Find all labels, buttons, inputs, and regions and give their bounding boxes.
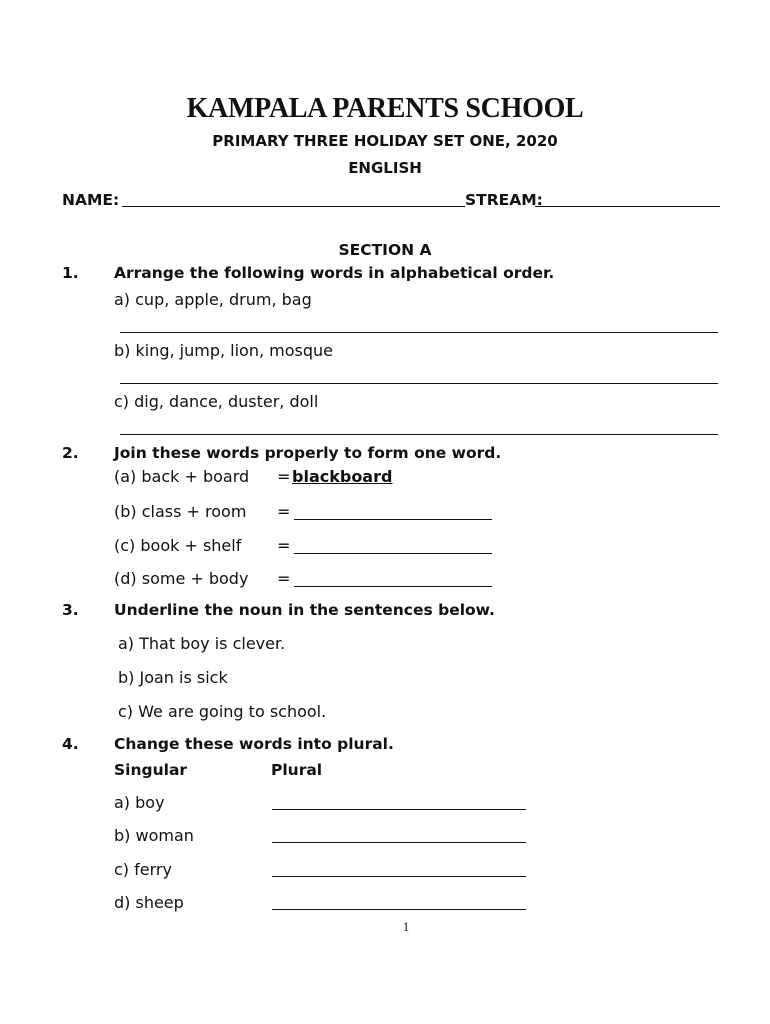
word-list-item: a) cup, apple, drum, bag — [114, 290, 312, 309]
question-number: 2. — [62, 444, 79, 462]
equals-sign: = — [277, 569, 291, 588]
column-header-plural: Plural — [271, 761, 323, 779]
question-number: 1. — [62, 264, 79, 282]
answer-line[interactable] — [294, 586, 492, 587]
singular-word: a) boy — [114, 793, 165, 812]
name-label: NAME: — [62, 191, 120, 209]
word-list-item: c) dig, dance, duster, doll — [114, 392, 319, 411]
question-number: 4. — [62, 735, 79, 753]
sentence-item[interactable]: a) That boy is clever. — [118, 634, 286, 653]
stream-label: STREAM: — [465, 191, 543, 209]
example-answer: blackboard — [292, 467, 393, 486]
answer-line[interactable] — [120, 332, 718, 333]
answer-line[interactable] — [120, 434, 718, 435]
answer-line[interactable] — [272, 809, 526, 810]
compound-prompt: (c) book + shelf — [114, 536, 242, 555]
singular-word: d) sheep — [114, 893, 184, 912]
sentence-item[interactable]: c) We are going to school. — [118, 702, 327, 721]
singular-word: b) woman — [114, 826, 194, 845]
equals-sign: = — [277, 536, 291, 555]
section-heading: SECTION A — [338, 241, 432, 259]
equals-sign: = — [277, 502, 291, 521]
answer-line[interactable] — [272, 909, 526, 910]
stream-blank[interactable] — [535, 206, 720, 207]
compound-prompt: (d) some + body — [114, 569, 249, 588]
name-blank[interactable] — [122, 206, 465, 207]
question-instruction: Underline the noun in the sentences below. — [114, 601, 495, 619]
question-instruction: Join these words properly to form one word. — [114, 444, 502, 462]
subject-title: ENGLISH — [348, 159, 422, 177]
singular-word: c) ferry — [114, 860, 172, 879]
set-title: PRIMARY THREE HOLIDAY SET ONE, 2020 — [212, 132, 558, 150]
answer-line[interactable] — [294, 519, 492, 520]
page-number: 1 — [402, 919, 410, 934]
compound-prompt: (a) back + board — [114, 467, 250, 486]
question-number: 3. — [62, 601, 79, 619]
school-title: KAMPALA PARENTS SCHOOL — [186, 93, 584, 124]
compound-prompt: (b) class + room — [114, 502, 247, 521]
question-instruction: Change these words into plural. — [114, 735, 394, 753]
column-header-singular: Singular — [114, 761, 188, 779]
answer-line[interactable] — [272, 876, 526, 877]
equals-sign: = — [277, 467, 291, 486]
answer-line[interactable] — [272, 842, 526, 843]
word-list-item: b) king, jump, lion, mosque — [114, 341, 334, 360]
question-instruction: Arrange the following words in alphabetical order. — [114, 264, 555, 282]
answer-line[interactable] — [294, 553, 492, 554]
sentence-item[interactable]: b) Joan is sick — [118, 668, 228, 687]
answer-line[interactable] — [120, 383, 718, 384]
